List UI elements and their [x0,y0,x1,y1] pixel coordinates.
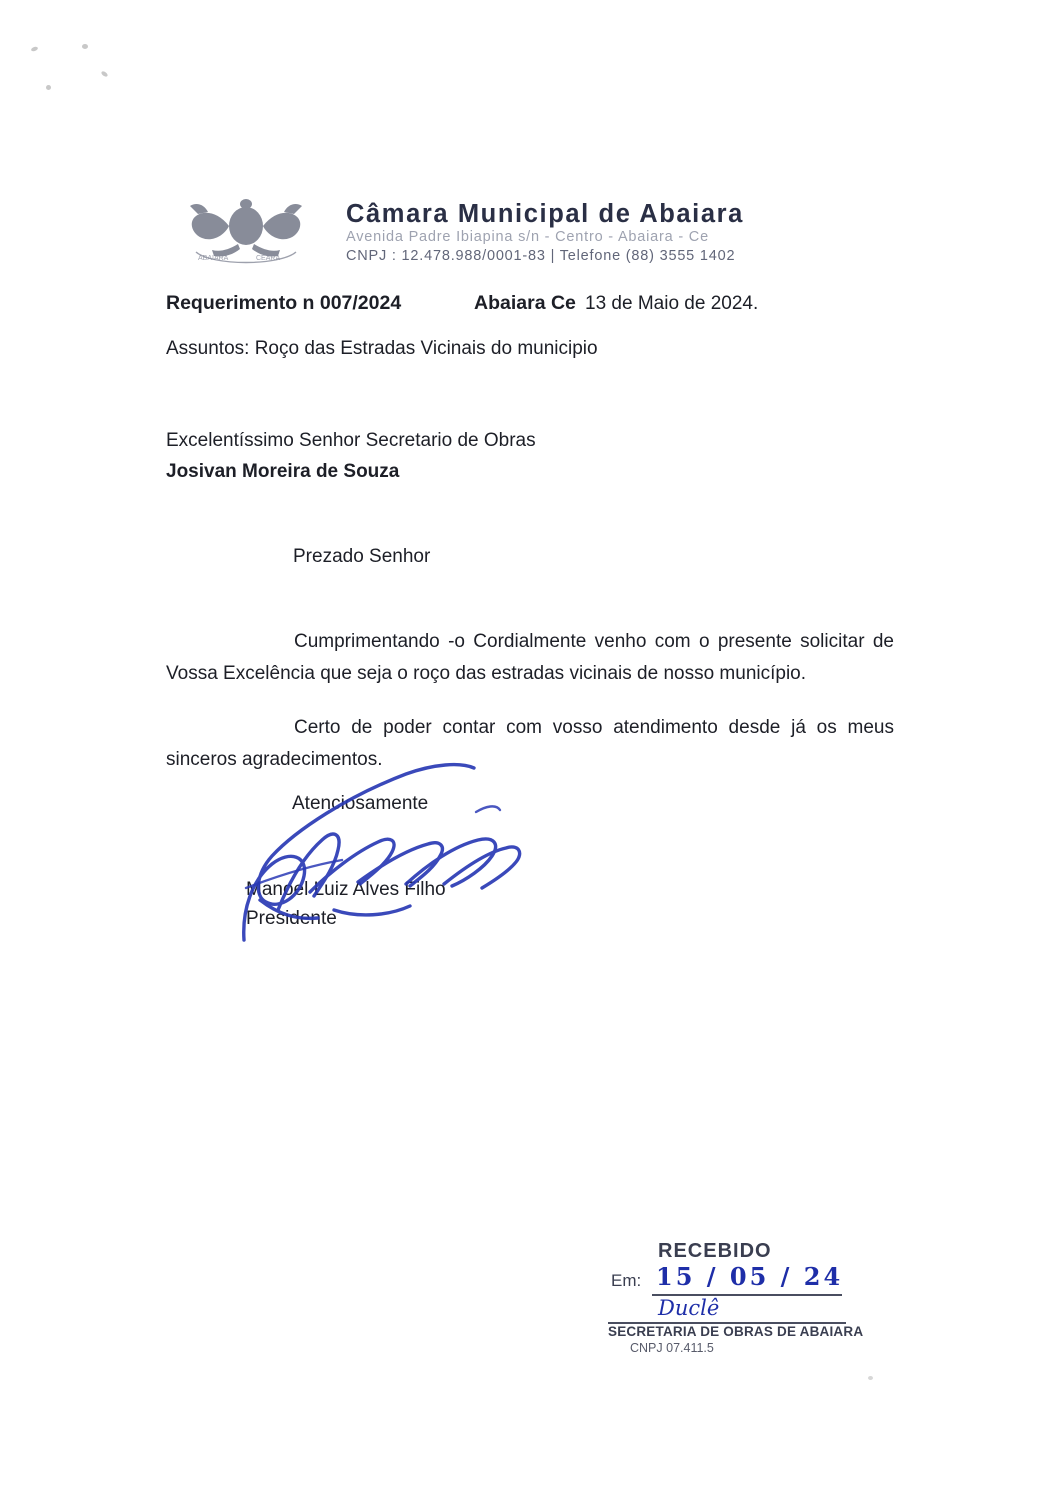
date: 13 de Maio de 2024. [585,293,759,314]
greeting: Prezado Senhor [293,546,431,567]
scan-speck [31,46,39,52]
stamp-organization: SECRETARIA DE OBRAS DE ABAIARA [608,1324,864,1339]
organization-address: Avenida Padre Ibiapina s/n - Centro - Abaiara - Ce [346,229,709,245]
stamp-date-label: Em: [611,1271,642,1290]
scan-speck [46,85,51,90]
letterhead [168,196,898,274]
body-paragraph-2: Certo de poder contar com vosso atendimento desde já os meus sinceros agradecimentos. [166,717,894,770]
received-stamp [600,1240,864,1355]
subject-line: Assuntos: Roço das Estradas Vicinais do municipio [166,338,598,359]
addressee-title: Excelentíssimo Senhor Secretario de Obras [166,430,536,451]
stamp-date-value: 15 / 05 / 24 [656,1262,844,1291]
coat-of-arms-icon [168,196,324,270]
signer-name: Manoel Luiz Alves Filho [246,879,446,900]
organization-name: Câmara Municipal de Abaiara [346,200,744,228]
scan-speck [100,70,108,77]
svg-text:ABAIARA: ABAIARA [198,255,229,262]
stamp-title: RECEBIDO [658,1240,772,1262]
organization-cnpj: CNPJ : 12.478.988/0001-83 | Telefone (88) 3555 1402 [346,248,736,264]
addressee-name: Josivan Moreira de Souza [166,461,400,482]
signer-role: Presidente [246,908,337,929]
scan-speck [82,44,88,49]
body-paragraph-1: Cumprimentando -o Cordialmente venho com o presente solicitar de Vossa Excelência que seja o roço das estradas vicinais de nosso município. [166,631,894,684]
stamp-cnpj: CNPJ 07.411.5 [630,1341,714,1355]
closing: Atenciosamente [292,793,429,814]
place: Abaiara Ce [474,292,576,314]
svg-text:CEARÁ: CEARÁ [256,255,281,262]
scan-speck [868,1376,873,1380]
requerimento-number: Requerimento n 007/2024 [166,292,402,314]
stamp-signature: Duclê [658,1296,720,1320]
